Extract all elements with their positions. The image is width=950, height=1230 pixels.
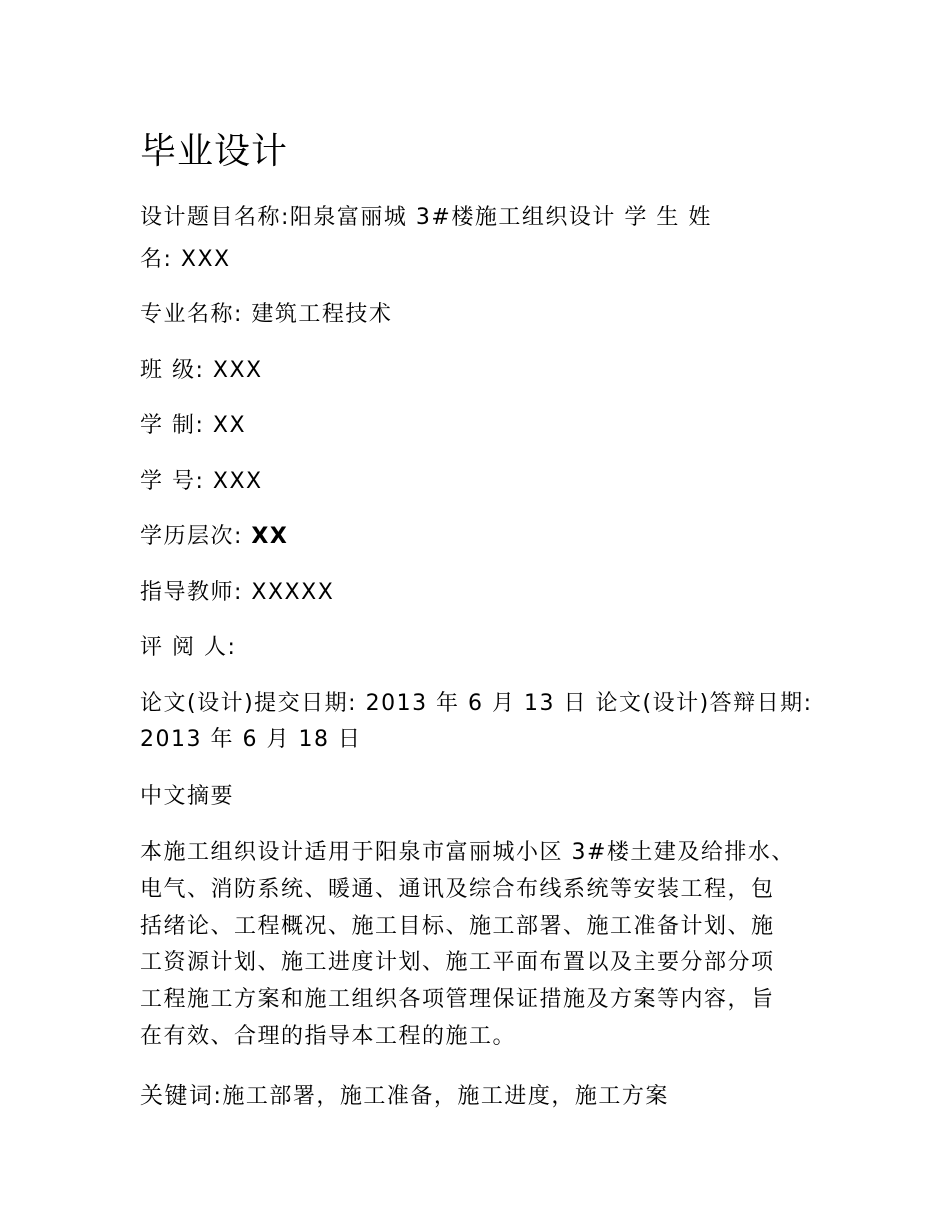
abstract-line: 本施工组织设计适用于阳泉市富丽城小区 3#楼土建及给排水、 [140, 840, 795, 865]
dates-line-2: 2013 年 6 月 18 日 [140, 727, 362, 752]
keywords-value: :施工部署，施工准备，施工进度，施工方案 [213, 1084, 669, 1109]
topic-line-1: 设计题目名称:阳泉富丽城 3#楼施工组织设计 学 生 姓 [140, 205, 712, 230]
class-field: 班 级: XXX [140, 358, 263, 383]
abstract-heading: 中文摘要 [140, 784, 235, 809]
abstract-line: 工资源计划、施工进度计划、施工平面布置以及主要分部分项 [140, 950, 775, 976]
keywords-label: 关键词 [140, 1083, 214, 1109]
major-field: 专业名称: 建筑工程技术 [140, 302, 393, 327]
student-id-field: 学 号: XXX [140, 469, 263, 494]
education-level-label: 学历层次: [140, 524, 252, 549]
system-field: 学 制: XX [140, 413, 247, 438]
education-level-field [140, 519, 820, 555]
reviewer-field: 评 阅 人: [140, 635, 237, 660]
abstract-line: 工程施工方案和施工组织各项管理保证措施及方案等内容，旨 [140, 987, 775, 1013]
abstract-line: 在有效、合理的指导本工程的施工。 [140, 1023, 517, 1049]
topic-line-2: 名: XXX [140, 247, 231, 272]
keywords-line [140, 1078, 820, 1115]
abstract-line: 电气、消防系统、暖通、通讯及综合布线系统等安装工程，包 [140, 876, 775, 902]
advisor-field: 指导教师: XXXXX [140, 580, 335, 605]
education-level-value: XX [251, 524, 289, 549]
document-title: 毕业设计 [140, 131, 289, 172]
abstract-line: 括绪论、工程概况、施工目标、施工部署、施工准备计划、施 [140, 913, 775, 939]
dates-line-1: 论文(设计)提交日期: 2013 年 6 月 13 日 论文(设计)答辩日期: [140, 691, 813, 716]
abstract-body [140, 835, 810, 1056]
